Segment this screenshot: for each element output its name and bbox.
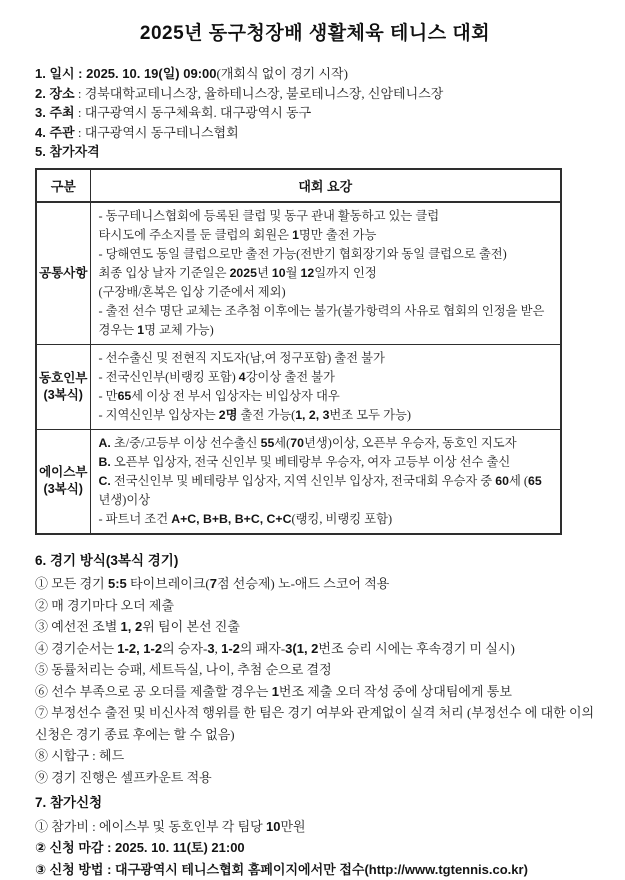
table-row-common — [36, 202, 561, 345]
table-header-row — [36, 169, 561, 202]
column-header-requirements: 대회 요강 — [90, 169, 561, 202]
rule-line: 타시도에 주소지를 둔 클럽의 회원은 1명만 출전 가능 — [99, 226, 554, 245]
info-line-date: 1. 일시 : 2025. 10. 19(일) 09:00(개회식 없이 경기 시작) — [35, 64, 595, 84]
match-rule-item: ⑧ 시합구 : 헤드 — [35, 745, 595, 767]
rule-line: - 동구테니스협회에 등록된 클럽 및 동구 관내 활동하고 있는 클럽 — [99, 207, 554, 226]
rule-line: - 선수출신 및 전현직 지도자(남,여 정구포함) 출전 불가 — [99, 349, 554, 368]
row-sublabel-text: (3복식) — [39, 387, 88, 404]
section-match-format-heading: 6. 경기 방식(3복식 경기) — [35, 550, 595, 572]
rule-line: - 파트너 조건 A+C, B+B, B+C, C+C(랭킹, 비랭킹 포함) — [99, 510, 554, 529]
match-rule-item: ⑤ 동률처리는 승패, 세트득실, 나이, 추첨 순으로 결정 — [35, 659, 595, 681]
info-line-organizer: 4. 주관 : 대구광역시 동구테니스협회 — [35, 123, 595, 143]
rule-line: C. 전국신인부 및 베테랑부 입상자, 지역 신인부 입상자, 전국대회 우승자 중 60세 (65년생)이상 — [99, 472, 554, 510]
row-label-ace-division — [36, 429, 90, 534]
table-row-club-division — [36, 344, 561, 429]
rule-line: A. 초/중/고등부 이상 선수출신 55세(70년생)이상, 오픈부 우승자, 동호인 지도자 — [99, 434, 554, 453]
row-label-common — [36, 202, 90, 345]
section-match-format — [35, 550, 595, 789]
page-title: 2025년 동구청장배 생활체육 테니스 대회 — [35, 18, 595, 45]
row-label-text: 동호인부 — [39, 370, 88, 387]
rule-line: - 전국신인부(비랭킹 포함) 4강이상 출전 불가 — [99, 368, 554, 387]
info-list — [35, 64, 595, 162]
section-registration — [35, 792, 595, 880]
eligibility-table — [35, 168, 562, 535]
row-content-ace-division — [90, 429, 561, 534]
row-label-club-division — [36, 344, 90, 429]
match-rule-item: ③ 예선전 조별 1, 2위 팀이 본선 진출 — [35, 616, 595, 638]
info-line-host: 3. 주최 : 대구광역시 동구체육회. 대구광역시 동구 — [35, 103, 595, 123]
rule-line: - 당해연도 동일 클럽으로만 출전 가능(전반기 협회장기와 동일 클럽으로 출전) — [99, 245, 554, 264]
match-rule-item: ④ 경기순서는 1-2, 1-2의 승자-3, 1-2의 패자-3(1, 2번조 승리 시에는 후속경기 미 실시) — [35, 638, 595, 660]
rule-line: - 만65세 이상 전 부서 입상자는 비입상자 대우 — [99, 387, 554, 406]
match-rule-item: ① 모든 경기 5:5 타이브레이크(7점 선승제) 노-애드 스코어 적용 — [35, 573, 595, 595]
match-rule-item: ⑦ 부정선수 출전 및 비신사적 행위를 한 팀은 경기 여부와 관계없이 실격 처리 (부정선수 에 대한 이의 신청은 경기 종료 후에는 할 수 없음) — [35, 702, 595, 745]
column-header-category: 구분 — [36, 169, 90, 202]
row-content-club-division — [90, 344, 561, 429]
rule-line: (구장배/혼복은 입상 기준에서 제외) — [99, 283, 554, 302]
rule-line: - 지역신인부 입상자는 2명 출전 가능(1, 2, 3번조 모두 가능) — [99, 406, 554, 425]
info-line-venue: 2. 장소 : 경북대학교테니스장, 율하테니스장, 불로테니스장, 신암테니스장 — [35, 84, 595, 104]
row-label-text: 공통사항 — [39, 265, 88, 282]
match-rule-item: ⑨ 경기 진행은 셀프카운트 적용 — [35, 767, 595, 789]
table-row-ace-division — [36, 429, 561, 534]
registration-item-method: ③ 신청 방법 : 대구광역시 테니스협회 홈페이지에서만 접수(http://www.tgtennis.co.kr) — [35, 859, 595, 880]
rule-line: - 출전 선수 명단 교체는 조추첨 이후에는 불가(불가항력의 사유로 협회의 인정을 받은 경우는 1명 교체 가능) — [99, 302, 554, 340]
match-rule-item: ② 매 경기마다 오더 제출 — [35, 595, 595, 617]
rule-line: 최종 입상 날자 기준일은 2025년 10월 12일까지 인정 — [99, 264, 554, 283]
match-rule-item: ⑥ 선수 부족으로 공 오더를 제출할 경우는 1번조 제출 오더 작성 중에 상대팀에게 통보 — [35, 681, 595, 703]
row-sublabel-text: (3복식) — [39, 481, 88, 498]
registration-item-fee: ① 참가비 : 에이스부 및 동호인부 각 팀당 10만원 — [35, 816, 595, 838]
rule-line: B. 오픈부 입상자, 전국 신인부 및 베테랑부 우승자, 여자 고등부 이상 선수 출신 — [99, 453, 554, 472]
registration-item-deadline: ② 신청 마감 : 2025. 10. 11(토) 21:00 — [35, 837, 595, 859]
row-content-common — [90, 202, 561, 345]
row-label-text: 에이스부 — [39, 464, 88, 481]
info-line-eligibility-heading: 5. 참가자격 — [35, 142, 595, 162]
section-registration-heading: 7. 참가신청 — [35, 792, 595, 814]
